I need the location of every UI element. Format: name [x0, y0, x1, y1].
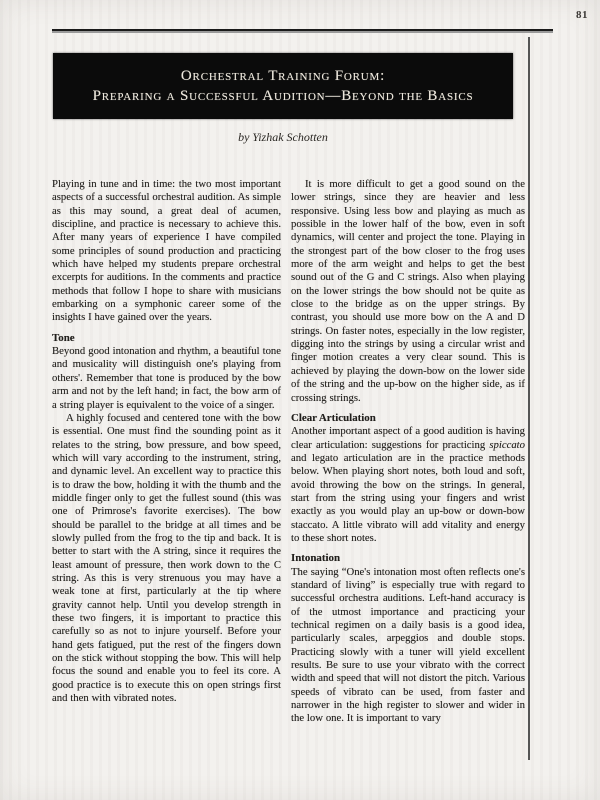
left-column — [52, 178, 281, 726]
section-heading-intonation: Intonation — [291, 552, 341, 565]
paragraph-tone-2: A highly focused and centered tone with the bow is essential. One must find the sounding point as it relates to the string, bow pressure, and bow speed, which will vary according to the instrument, string, and dynamic level. An excellent way to practice this is to draw the bow, holding it with the thumb and the middle finger only to get the fullest sound (this was one of Primrose's favorite exercises). The bow should be parallel to the bridge at all times and be slowly pulled from the frog to the tip and back. It is better to start with the A string, since it requires the least amount of pressure, then work down to the C string. As this is very strenuous you may have a weak tone at first, particularly at the tip where gravity cannot help. Until you develop strength in these two fingers, it is important to practice this carefully so as not to injure yourself. Before your hand gets fatigued, put the rest of the fingers down on the stick without stopping the bow. This will help focus the sound and enable you to feel its core. A good practice is to execute this on open strings first and then with vibrated notes. — [52, 411, 281, 705]
right-column — [291, 178, 525, 726]
article-body — [52, 178, 525, 726]
articulation-text-after: and legato articulation are in the practice methods below. When playing short notes, both loud and soft, avoid throwing the bow on the strings. In general, start from the string using your fingers and wrist exactly as you would play an up-bow or down-bow staccato. A little vibrato will add vitality and energy to these short notes. — [291, 451, 525, 544]
paragraph-articulation — [291, 425, 525, 545]
paragraph-intro: Playing in tune and in time: the two most important aspects of a successful orchestral audition. As simple as this may sound, a great deal of acumen, discipline, and practice is necessary to achieve this. After many years of experience I have compiled some principles of sound production and practicing which have helped my students prepare orchestral excerpts for auditions. In the comments and practice methods that follow I hope to share with musicians embarking on a symphonic career some of the insights I have gained over the years. — [52, 178, 281, 324]
paragraph-intonation: The saying “One's intonation most often reflects one's standard of living” is especially true with regard to successful orchestra auditions. Left-hand accuracy is of the utmost importance and practicing your technical regimen on a daily basis is a good idea, particularly scales, arpeggios and double stops. Practicing slowly with a tuner will yield excellent results. Be sure to use your vibrato with the correct width and speed that will not distort the pitch. Various speeds of vibrato can be used, from faster and narrower in the high register to slower and wider in the low one. It is important to vary — [291, 565, 525, 725]
right-edge-rule — [528, 37, 530, 760]
page-number: 81 — [576, 9, 588, 21]
paragraph-tone-1: Beyond good intonation and rhythm, a beautiful tone and musicality will distinguish one's playing from others'. Remember that tone is produced by the bow arm and not by the left hand; in fact, the bow arm of a string player is equivalent to the voice of a singer. — [52, 345, 281, 411]
author-byline: by Yizhak Schotten — [238, 130, 328, 144]
section-heading-tone: Tone — [52, 331, 75, 344]
section-heading-clear-articulation: Clear Articulation — [291, 411, 376, 424]
paragraph-lower-strings: It is more difficult to get a good sound on the lower strings, since they are heavier and less responsive. Using less bow and playing as much as possible in the lower half of the bow, even in soft dynamics, will center and project the tone. Playing in the strongest part of the bow closer to the frog uses more of the arm weight and helps to get the best sound out of the G and C strings. Also when playing on the lower strings the bow should not be quite as close to the bridge as on the upper strings. By contrast, you should use more bow on the A and D strings. On faster notes, especially in the low register, digging into the strings by using a circular wrist and finger motion creates a very clear sound. This is achieved by playing the down-bow on the lower side of the string and the up-bow on the higher side, as if crossing strings. — [291, 178, 525, 404]
header-rule — [52, 29, 553, 33]
article-title-line-1: Orchestral Training Forum: — [180, 67, 386, 84]
articulation-text-before: Another important aspect of a good audition is having clear articulation: suggestions for practicing — [291, 425, 525, 451]
article-title-banner — [53, 53, 513, 119]
italic-term-spiccato: spiccato — [489, 438, 525, 451]
article-title-line-2: Preparing a Successful Audition—Beyond the Basics — [92, 87, 474, 104]
